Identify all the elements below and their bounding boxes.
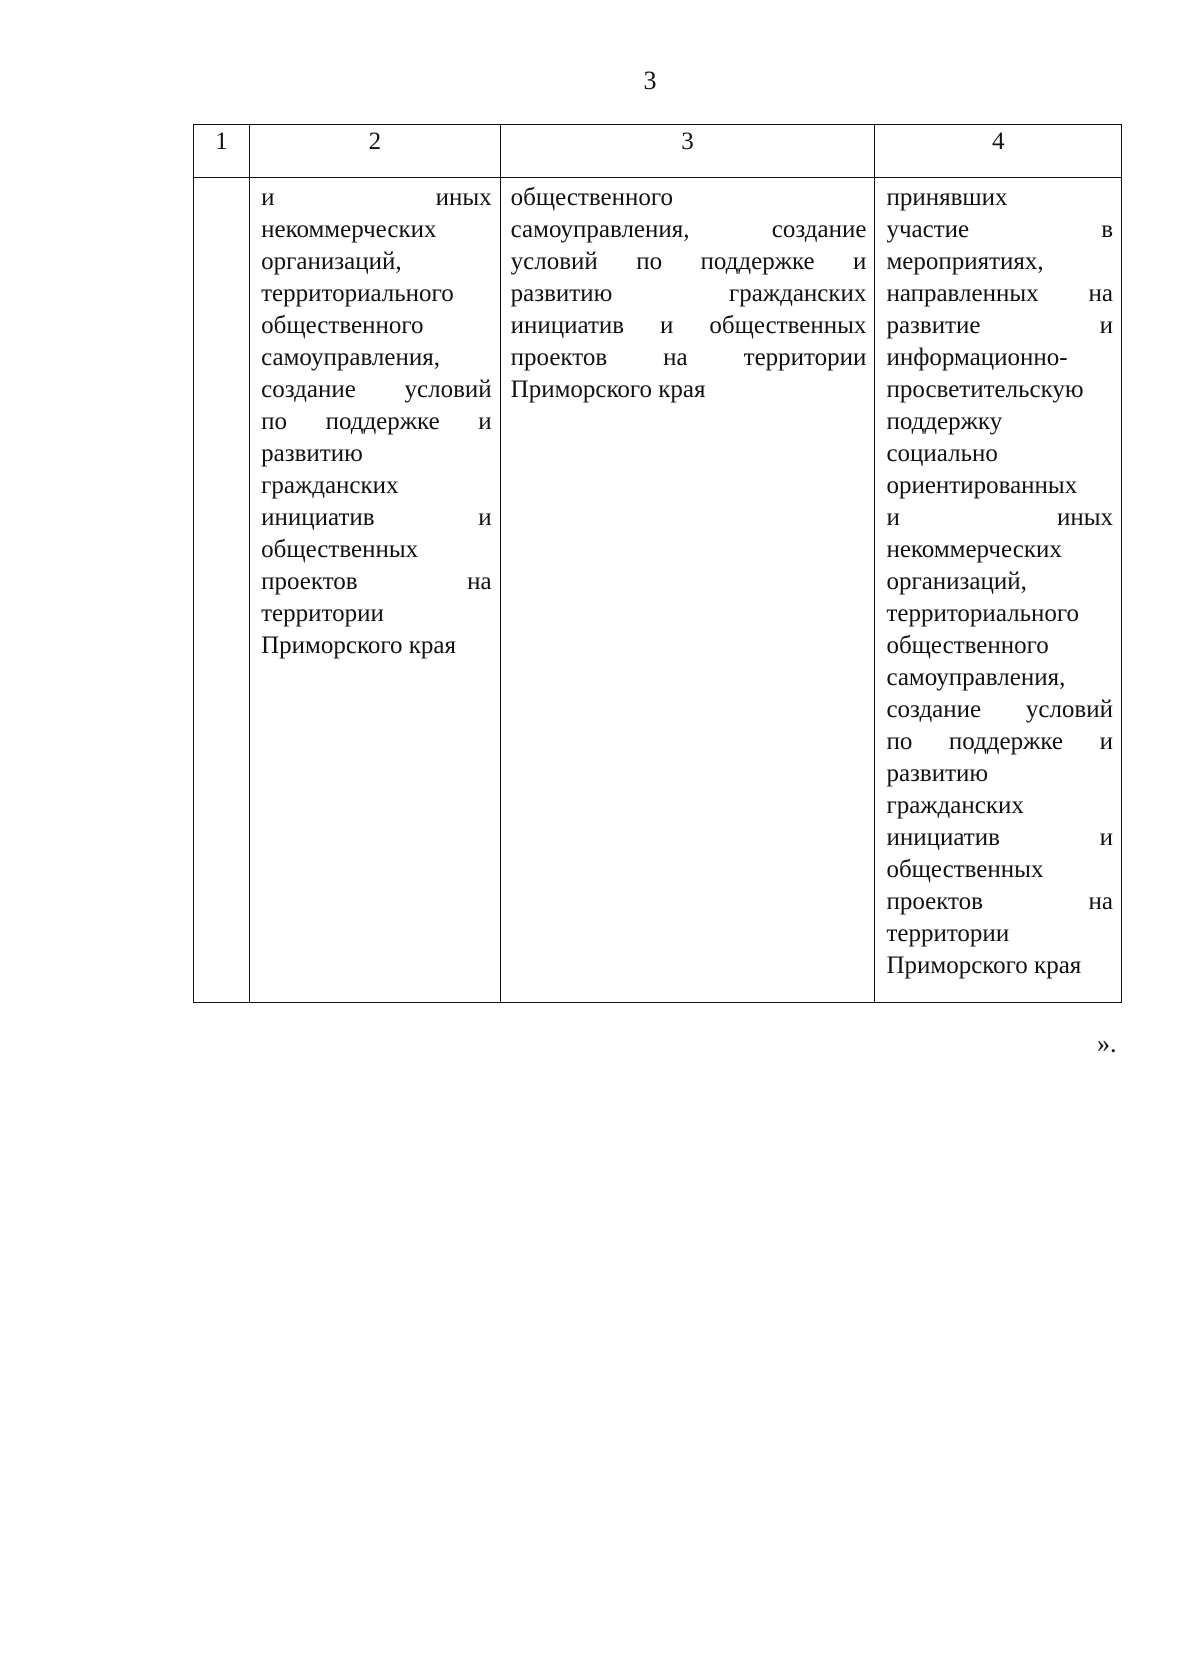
- text-line: [886, 502, 1113, 534]
- text-word: общественного: [886, 632, 1049, 659]
- text-word: организаций,: [261, 248, 402, 275]
- text-word: организаций,: [886, 568, 1027, 595]
- text-word: некоммерческих: [261, 216, 437, 243]
- text-line: [261, 246, 492, 278]
- text-line: [886, 374, 1113, 406]
- text-word: самоуправления,: [510, 216, 690, 243]
- text-word: гражданских: [886, 792, 1024, 819]
- text-line: [886, 598, 1113, 630]
- text-line: [261, 310, 492, 342]
- text-word: инициатив: [886, 824, 1000, 851]
- column-header-4: 4: [875, 125, 1122, 178]
- text-line: [886, 246, 1113, 278]
- text-word: гражданских: [261, 472, 399, 499]
- text-line: [261, 342, 492, 374]
- text-word: территории: [743, 344, 867, 371]
- text-line: [261, 566, 492, 598]
- text-line: [886, 854, 1113, 886]
- text-line: [261, 406, 492, 438]
- text-word: ориентированных: [886, 472, 1078, 499]
- text-line: [886, 214, 1113, 246]
- text-word: и: [261, 184, 275, 211]
- text-word: и: [478, 504, 492, 531]
- text-word: общественного: [261, 312, 424, 339]
- column-header-1: 1: [194, 125, 250, 178]
- text-line: [886, 310, 1113, 342]
- text-word: самоуправления,: [261, 344, 441, 371]
- text-line: [886, 726, 1113, 758]
- text-word: принявших: [886, 184, 1008, 211]
- text-word: мероприятиях,: [886, 248, 1044, 275]
- text-word: по: [261, 408, 287, 435]
- text-word: проектов: [510, 344, 608, 371]
- text-line: [886, 406, 1113, 438]
- text-word: иных: [435, 184, 492, 211]
- text-word: создание: [771, 216, 867, 243]
- text-word: и: [886, 504, 900, 531]
- cell-text-col3: [501, 178, 875, 406]
- text-line: [886, 790, 1113, 822]
- text-line: [511, 374, 867, 406]
- table-cell-col4: [875, 178, 1122, 1003]
- text-word: иных: [1056, 504, 1113, 531]
- text-line: [886, 182, 1113, 214]
- text-word: и: [478, 408, 492, 435]
- text-word: развитию: [886, 760, 989, 787]
- text-word: условий: [510, 248, 598, 275]
- text-word: территории: [886, 920, 1010, 947]
- text-line: [261, 214, 492, 246]
- text-word: самоуправления,: [886, 664, 1066, 691]
- text-word: Приморского края: [261, 632, 456, 659]
- text-word: поддержку: [886, 408, 1003, 435]
- text-word: поддержке: [325, 408, 440, 435]
- cell-text-col4: [875, 178, 1121, 982]
- text-word: проектов: [261, 568, 358, 595]
- text-word: территориального: [886, 600, 1080, 627]
- text-word: развитие: [886, 312, 981, 339]
- text-word: Приморского края: [510, 376, 706, 403]
- text-line: [886, 950, 1113, 982]
- column-header-3: 3: [500, 125, 875, 178]
- text-line: [886, 758, 1113, 790]
- column-header-2: 2: [250, 125, 501, 178]
- text-line: [261, 182, 492, 214]
- text-word: общественных: [709, 312, 867, 339]
- text-word: поддержке: [948, 728, 1064, 755]
- text-line: [886, 470, 1113, 502]
- text-word: и: [853, 248, 867, 275]
- text-word: Приморского края: [886, 952, 1082, 979]
- text-line: [886, 822, 1113, 854]
- text-line: [261, 502, 492, 534]
- text-line: [886, 566, 1113, 598]
- text-word: социально: [886, 440, 998, 467]
- text-word: развитию: [261, 440, 363, 467]
- text-word: просветительскую: [886, 376, 1084, 403]
- document-table: [193, 124, 1122, 1003]
- text-word: по: [636, 248, 663, 275]
- text-word: инициатив: [261, 504, 375, 531]
- text-line: [511, 310, 867, 342]
- text-word: по: [886, 728, 913, 755]
- text-line: [261, 598, 492, 630]
- text-word: общественных: [886, 856, 1044, 883]
- text-line: [886, 886, 1113, 918]
- text-line: [511, 342, 867, 374]
- text-word: общественного: [510, 184, 673, 211]
- text-line: [886, 662, 1113, 694]
- text-line: [886, 630, 1113, 662]
- table-row: [194, 178, 1122, 1003]
- text-word: на: [467, 568, 492, 595]
- closing-quote: ».: [1097, 1029, 1117, 1058]
- text-line: [261, 534, 492, 566]
- cell-text-col2: [250, 178, 500, 662]
- table-header-row: [194, 125, 1122, 178]
- text-word: инициатив: [510, 312, 625, 339]
- text-word: и: [660, 312, 674, 339]
- page-number: 3: [643, 66, 657, 95]
- text-line: [511, 278, 867, 310]
- text-word: информационно-: [886, 344, 1068, 371]
- table-cell-col1: [194, 178, 250, 1003]
- text-word: некоммерческих: [886, 536, 1062, 563]
- text-line: [261, 470, 492, 502]
- text-word: создание: [886, 696, 982, 723]
- text-word: развитию: [510, 280, 613, 307]
- text-word: поддержке: [700, 248, 815, 275]
- text-word: в: [1101, 216, 1113, 243]
- text-word: создание: [261, 376, 356, 403]
- text-line: [886, 438, 1113, 470]
- text-line: [261, 374, 492, 406]
- text-word: гражданских: [728, 280, 867, 307]
- text-word: участие: [886, 216, 970, 243]
- table-cell-col3: [500, 178, 875, 1003]
- cell-text-col1: [194, 178, 249, 182]
- text-line: [261, 438, 492, 470]
- text-line: [886, 918, 1113, 950]
- text-word: на: [1088, 280, 1113, 307]
- text-line: [511, 182, 867, 214]
- text-line: [261, 630, 492, 662]
- text-line: [511, 214, 867, 246]
- text-word: и: [1099, 312, 1113, 339]
- text-word: направленных: [886, 280, 1039, 307]
- text-word: территориального: [261, 280, 454, 307]
- text-line: [886, 694, 1113, 726]
- text-word: условий: [404, 376, 492, 403]
- text-line: [511, 246, 867, 278]
- text-word: проектов: [886, 888, 983, 915]
- text-word: и: [1099, 824, 1113, 851]
- table-cell-col2: [250, 178, 501, 1003]
- text-line: [886, 278, 1113, 310]
- text-line: [886, 342, 1113, 374]
- text-word: на: [1088, 888, 1113, 915]
- text-word: и: [1099, 728, 1113, 755]
- text-line: [886, 534, 1113, 566]
- text-word: территории: [261, 600, 384, 627]
- text-line: [261, 278, 492, 310]
- text-word: на: [663, 344, 688, 371]
- text-word: условий: [1025, 696, 1113, 723]
- text-word: общественных: [261, 536, 419, 563]
